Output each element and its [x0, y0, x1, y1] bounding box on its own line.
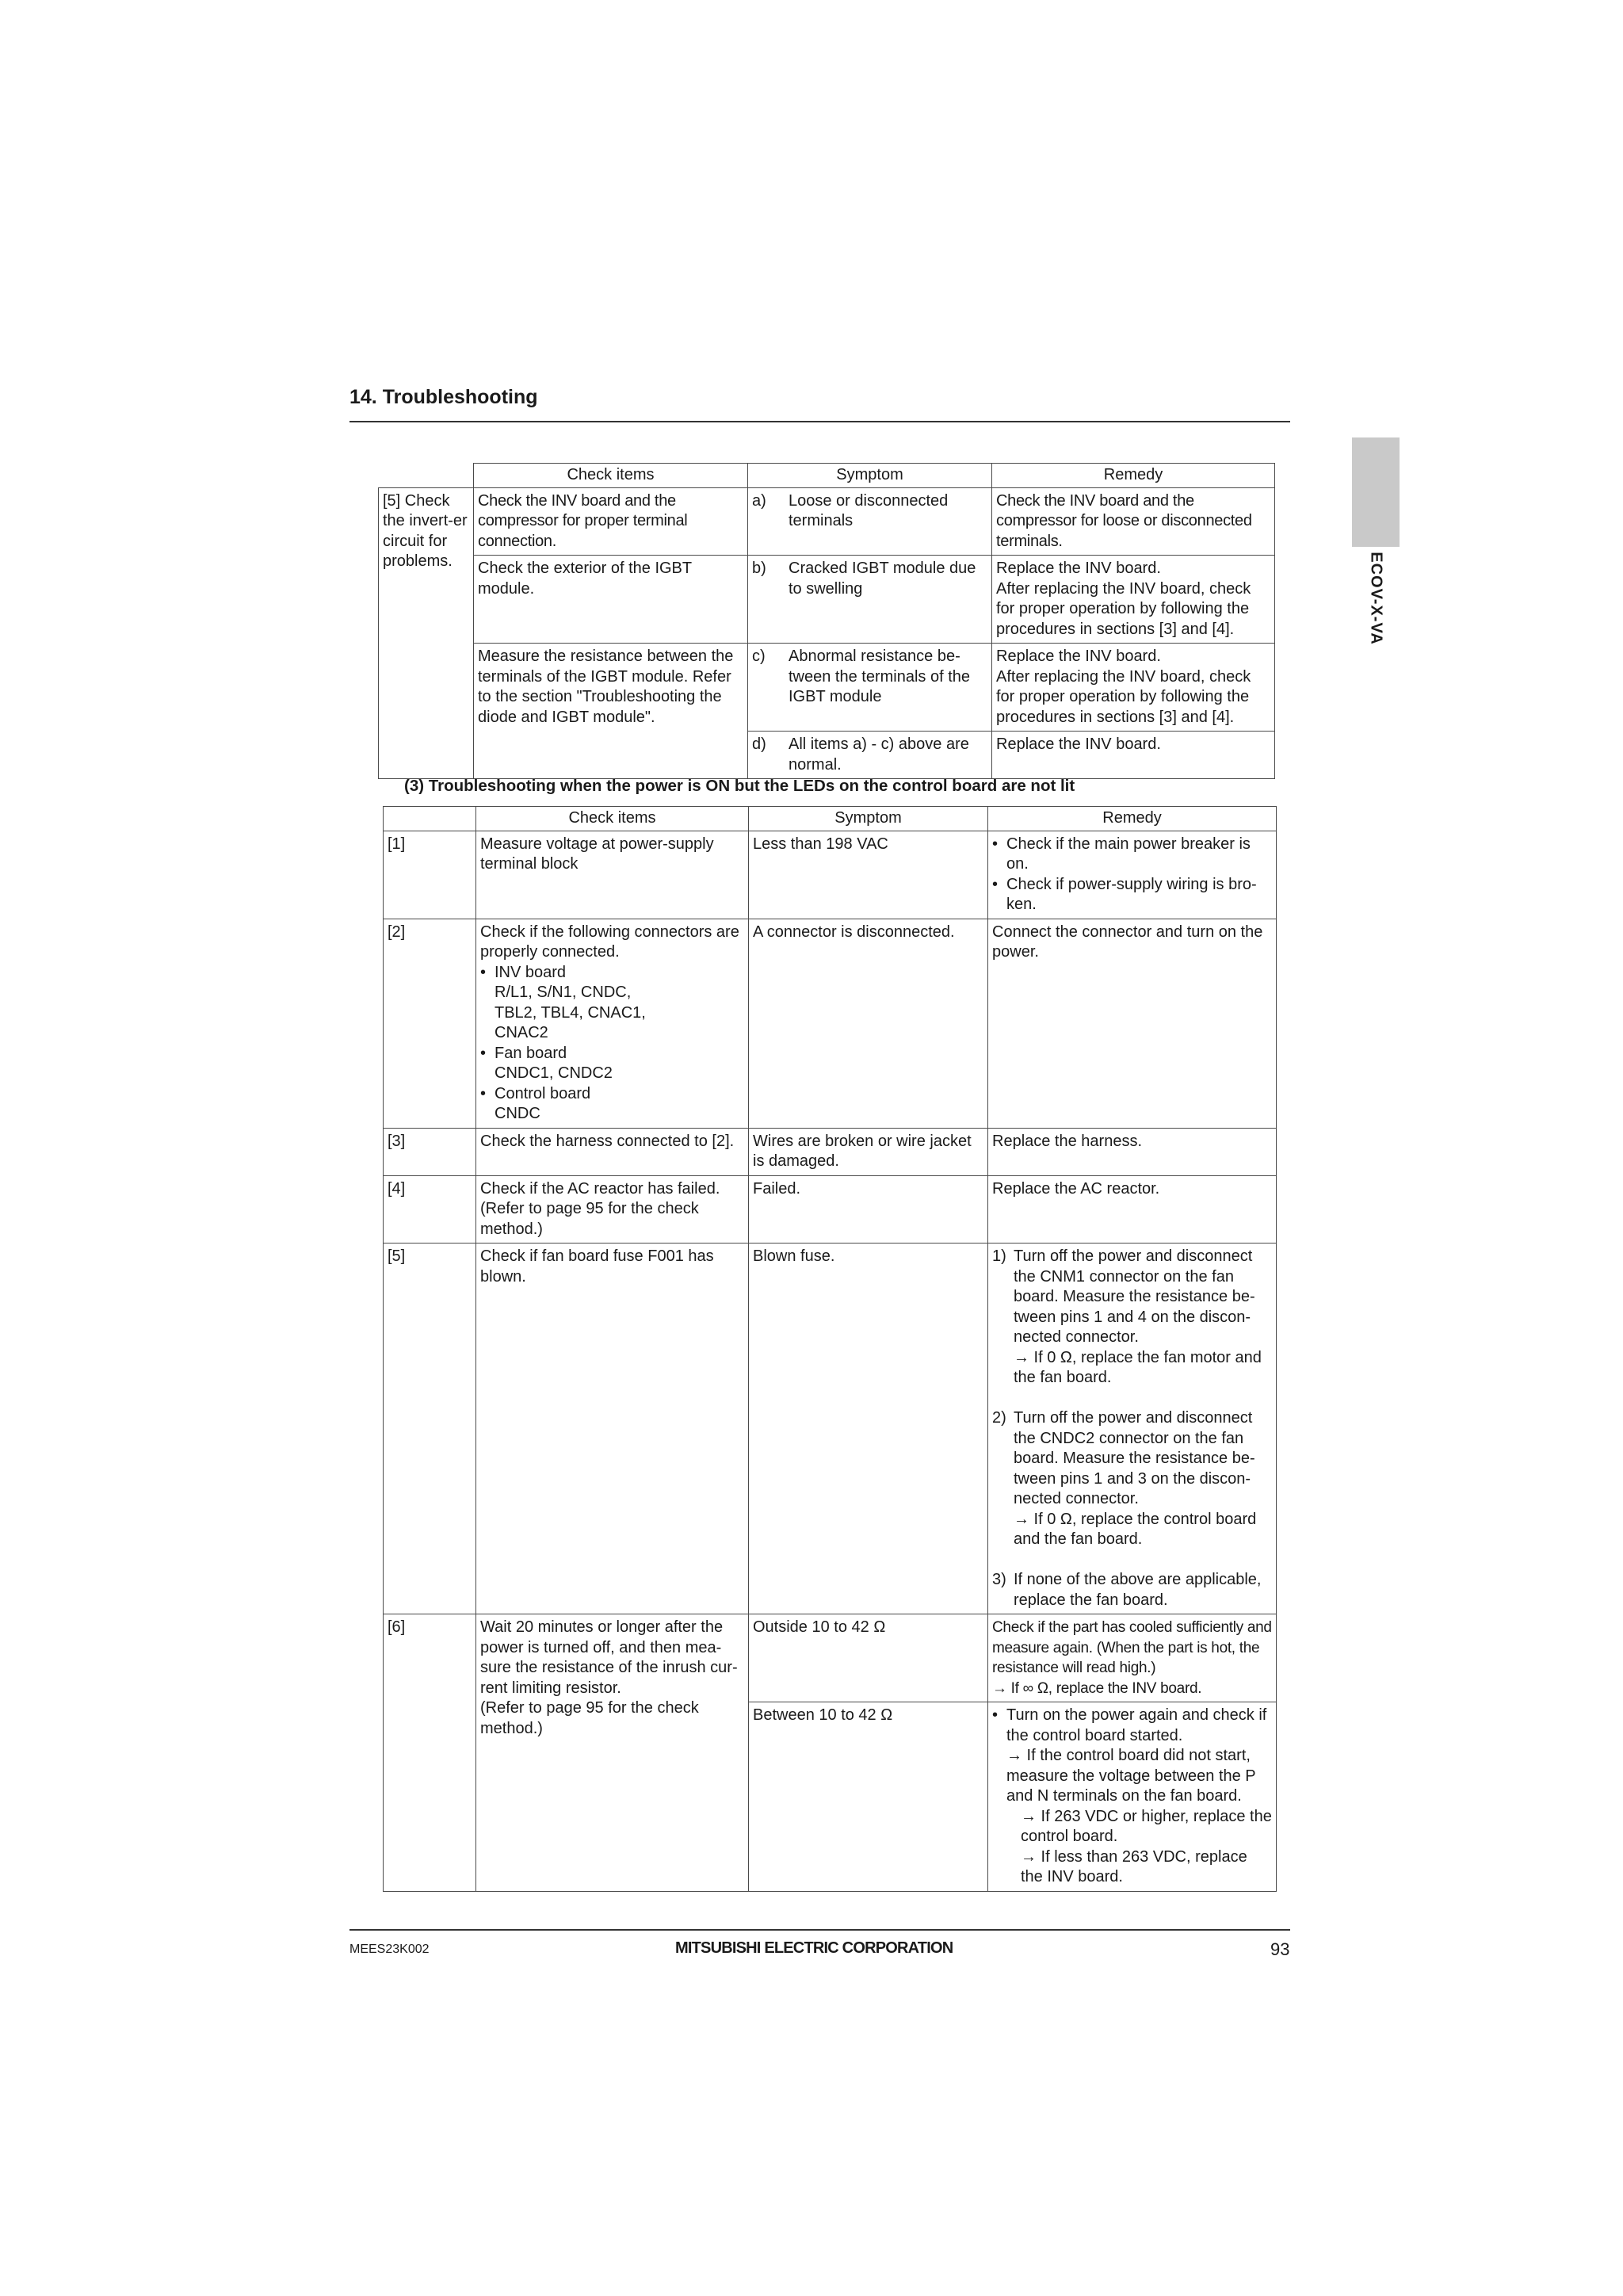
symptom-cell: [748, 487, 992, 556]
step-text: Turn off the power and disconnect the CNDC2 connector on the fan board. Measure the resistance be-tween pins 1 and 3 on the discon-nected connector.: [1014, 1409, 1255, 1507]
check-cell: Measure voltage at power-supply terminal block: [476, 831, 749, 919]
check-intro: Check if the following connectors are properly connected.: [480, 923, 739, 961]
symptom-cell: [748, 732, 992, 779]
remedy-line: → If the control board did not start, measure the voltage between the P and N terminals on the fan board.: [1006, 1747, 1256, 1805]
symptom-text: Cracked IGBT module due to swelling: [789, 560, 976, 598]
connector-group-title: Control board: [495, 1084, 591, 1102]
side-tab: [1352, 437, 1400, 547]
remedy-cell: [988, 1244, 1277, 1614]
symptom-cell: [748, 556, 992, 644]
blank-header-cell: [379, 464, 474, 488]
check-cell: Check if the AC reactor has failed. (Refer to page 95 for the check method.): [476, 1175, 749, 1244]
header-remedy: Remedy: [988, 807, 1277, 831]
symptom-key: c): [752, 648, 766, 665]
remedy-cell: [988, 831, 1277, 919]
remedy-cell: Replace the harness.: [988, 1128, 1277, 1175]
remedy-cell: Connect the connector and turn on the power.: [988, 919, 1277, 1128]
remedy-line: Check if power-supply wiring is bro-ken.: [1006, 875, 1257, 913]
remedy-cell: [988, 1614, 1277, 1702]
check-cell: Check the exterior of the IGBT module.: [474, 556, 748, 644]
bullet: •: [992, 1706, 999, 1724]
table-row: [384, 831, 1277, 919]
step-number: 3): [992, 1571, 1006, 1588]
symptom-cell: Failed.: [749, 1175, 988, 1244]
connector-group-title: Fan board: [495, 1044, 567, 1062]
subsection-heading: (3) Troubleshooting when the power is ON but the LEDs on the control board are not lit: [404, 777, 1075, 795]
row-label: [6]: [384, 1614, 476, 1892]
symptom-key: b): [752, 560, 766, 577]
check-cell: [476, 1614, 749, 1892]
step-text: Turn off the power and disconnect the CNM1 connector on the fan board. Measure the resistance be-tween pins 1 and 4 on the discon-nected connector.: [1014, 1247, 1255, 1346]
check-cell: [476, 919, 749, 1128]
row-label: [5]: [384, 1244, 476, 1614]
connector-list: CNDC1, CNDC2: [495, 1064, 613, 1082]
check-cell: Check the INV board and the compressor for proper terminal connection.: [474, 487, 748, 556]
remedy-line: Check if the main power breaker is on.: [1006, 835, 1251, 873]
group-label: [5] Check the invert-er circuit for problems.: [379, 487, 474, 779]
table-row: [384, 1175, 1277, 1244]
check-text: Wait 20 minutes or longer after the power is turned off, and then mea-sure the resistance of the inrush cur-rent limiting resistor.: [480, 1618, 738, 1697]
header-check-items: Check items: [476, 807, 749, 831]
company-name: MITSUBISHI ELECTRIC CORPORATION: [675, 1939, 953, 1957]
symptom-key: a): [752, 491, 766, 510]
step-result: → If 0 Ω, replace the control board and the fan board.: [1014, 1510, 1257, 1548]
table-row: [384, 1244, 1277, 1614]
header-symptom: Symptom: [748, 464, 992, 488]
symptom-text: All items a) - c) above are normal.: [789, 735, 969, 774]
remedy-line: Replace the INV board.: [996, 560, 1161, 577]
symptom-cell: Blown fuse.: [749, 1244, 988, 1614]
led-troubleshooting-table: [383, 806, 1277, 1892]
connector-list: CNDC: [495, 1105, 540, 1122]
bullet: •: [992, 835, 999, 853]
title-rule: [349, 421, 1290, 422]
check-cell: Check if fan board fuse F001 has blown.: [476, 1244, 749, 1614]
symptom-text: Abnormal resistance be-tween the terminals of the IGBT module: [789, 648, 971, 705]
symptom-cell: A connector is disconnected.: [749, 919, 988, 1128]
row-label: [1]: [384, 831, 476, 919]
header-remedy: Remedy: [992, 464, 1275, 488]
remedy-cell: [992, 556, 1275, 644]
row-label: [2]: [384, 919, 476, 1128]
bullet: •: [992, 875, 999, 893]
symptom-key: d): [752, 735, 766, 753]
remedy-line: After replacing the INV board, check for proper operation by following the procedures in sections [3] and [4].: [996, 579, 1251, 638]
symptom-cell: Wires are broken or wire jacket is damaged.: [749, 1128, 988, 1175]
header-symptom: Symptom: [749, 807, 988, 831]
step-result: → If 0 Ω, replace the fan motor and the fan board.: [1014, 1348, 1262, 1386]
remedy-line: After replacing the INV board, check for proper operation by following the procedures in sections [3] and [4].: [996, 667, 1251, 726]
page-number: 93: [1270, 1939, 1290, 1959]
bullet: •: [480, 963, 487, 981]
footer-rule: [349, 1929, 1290, 1931]
symptom-text: Loose or disconnected terminals: [789, 491, 949, 529]
table-row: [379, 556, 1275, 644]
remedy-line: → If 263 VDC or higher, replace the control board.: [1021, 1807, 1272, 1845]
remedy-cell: Check the INV board and the compressor for loose or disconnected terminals.: [992, 487, 1275, 556]
symptom-cell: Between 10 to 42 Ω: [749, 1702, 988, 1892]
remedy-cell: Replace the INV board.: [992, 732, 1275, 779]
symptom-cell: [748, 644, 992, 732]
remedy-line: Check if the part has cooled sufficiently and measure again. (When the part is hot, the resistance will read high.): [992, 1619, 1272, 1676]
check-cell: Check the harness connected to [2].: [476, 1128, 749, 1175]
connector-group-title: INV board: [495, 963, 567, 981]
table-row: [384, 1614, 1277, 1702]
remedy-cell: [988, 1702, 1277, 1892]
table-row: [379, 644, 1275, 732]
table-row: [379, 487, 1275, 556]
section-title: 14. Troubleshooting: [349, 386, 538, 408]
row-label: [4]: [384, 1175, 476, 1244]
side-label: ECOV-X-VA: [1367, 552, 1385, 645]
table-row: [384, 1128, 1277, 1175]
remedy-line: Turn on the power again and check if the control board started.: [1006, 1706, 1267, 1744]
step-number: 2): [992, 1409, 1006, 1427]
bullet: •: [480, 1044, 487, 1062]
remedy-line: Replace the INV board.: [996, 648, 1161, 665]
connector-list: TBL2, TBL4, CNAC1,: [495, 1003, 646, 1022]
remedy-cell: Replace the AC reactor.: [988, 1175, 1277, 1244]
check-cell: Measure the resistance between the terminals of the IGBT module. Refer to the section "Troubleshooting the diode and IGBT module".: [474, 644, 748, 779]
document-code: MEES23K002: [349, 1943, 430, 1956]
check-reference: (Refer to page 95 for the check method.): [480, 1699, 699, 1737]
table-row: [384, 919, 1277, 1128]
symptom-cell: Outside 10 to 42 Ω: [749, 1614, 988, 1702]
step-text: If none of the above are applicable, replace the fan board.: [1014, 1571, 1262, 1609]
connector-list: R/L1, S/N1, CNDC,: [495, 984, 632, 1001]
inverter-check-table: [378, 463, 1275, 779]
blank-header-cell: [384, 807, 476, 831]
step-number: 1): [992, 1247, 1006, 1265]
remedy-line: → If ∞ Ω, replace the INV board.: [992, 1679, 1202, 1697]
row-label: [3]: [384, 1128, 476, 1175]
header-check-items: Check items: [474, 464, 748, 488]
remedy-line: → If less than 263 VDC, replace the INV board.: [1021, 1847, 1247, 1885]
table-header-row: [379, 464, 1275, 488]
symptom-cell: Less than 198 VAC: [749, 831, 988, 919]
remedy-cell: [992, 644, 1275, 732]
connector-list: CNAC2: [495, 1024, 548, 1041]
bullet: •: [480, 1084, 487, 1102]
table-header-row: [384, 807, 1277, 831]
